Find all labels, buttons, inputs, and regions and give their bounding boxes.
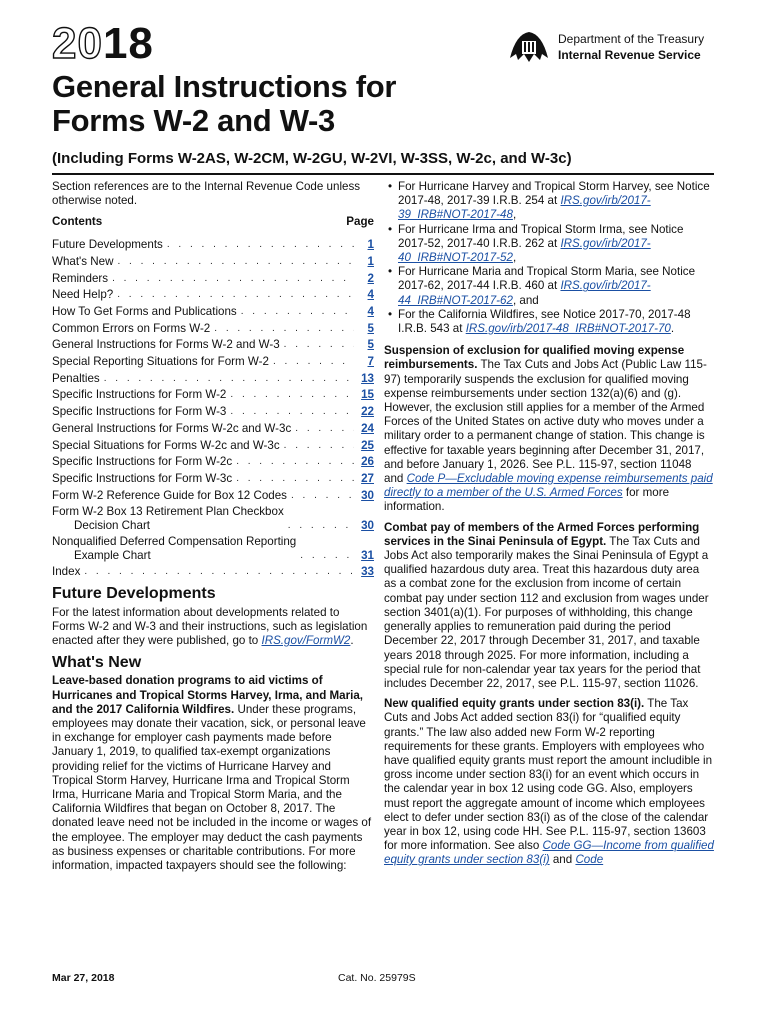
toc-row[interactable]: [52, 486, 374, 503]
toc-label: How To Get Forms and Publications: [52, 305, 237, 319]
toc-row[interactable]: [52, 402, 374, 419]
toc-page-link[interactable]: 1: [367, 238, 374, 252]
toc-leader: [84, 565, 354, 579]
toc-leader: [288, 519, 354, 533]
toc-leader: [295, 422, 354, 436]
agency-block: [506, 28, 746, 68]
toc-page-link[interactable]: 24: [361, 421, 374, 435]
toc-row[interactable]: [52, 386, 374, 403]
toc-label: General Instructions for Forms W-2c and W-3c: [52, 421, 292, 435]
toc-label: What's New: [52, 254, 114, 268]
toc-page-link[interactable]: 15: [361, 388, 374, 402]
title-line-1: General Instructions for: [52, 69, 397, 104]
toc-page-link[interactable]: 25: [361, 438, 374, 452]
combat-pay-lead: Combat pay of members of the Armed Forces performing services in the Sinai Peninsula of Egypt.: [384, 520, 700, 548]
future-end: .: [350, 633, 354, 647]
right-column: [384, 180, 714, 874]
toc-leader: [236, 455, 354, 469]
leave-donation-paragraph: [52, 674, 374, 873]
toc-label: Specific Instructions for Form W-2: [52, 388, 227, 402]
moving-expense-text: The Tax Cuts and Jobs Act (Public Law 115-97) temporarily suspends the exclusion for qualified moving expense reimbursements under section 132(a)(6) and (g). However, the exclusion still applies for a member of the Armed Forces of the United States on active duty who moves under a military order to a permanent change of station. This change is effective for taxable years beginning after December 31, 2017, and before January 1, 2026. See P.L. 115-97, section 11048 and: [384, 358, 707, 486]
toc-label: Future Developments: [52, 238, 163, 252]
toc-label: Penalties: [52, 371, 100, 385]
toc-label: General Instructions for Forms W-2 and W-3: [52, 338, 280, 352]
future-text: For the latest information about developments related to Forms W-2 and W-3 and their instructions, such as legislation enacted after they were published, go to: [52, 605, 368, 647]
toc-label: [52, 505, 284, 533]
footer-date: Mar 27, 2018: [52, 972, 115, 984]
page-title: [52, 70, 396, 138]
toc-page-link[interactable]: 4: [367, 305, 374, 319]
toc-leader: [273, 355, 354, 369]
toc-label: [52, 535, 296, 563]
equity-and: and: [552, 853, 573, 867]
toc-row[interactable]: [52, 236, 374, 253]
toc-header: [52, 215, 374, 229]
bullet-irma: [384, 223, 714, 266]
toc-page-link[interactable]: 4: [367, 288, 374, 302]
toc-page-heading: Page: [346, 215, 374, 229]
year-outline-digits: 20: [52, 19, 103, 68]
toc-row[interactable]: [52, 302, 374, 319]
toc-row[interactable]: [52, 352, 374, 369]
toc-page-link[interactable]: 13: [361, 371, 374, 385]
notice-2017-52-link[interactable]: IRS.gov/irb/2017-40_IRB#NOT-2017-52: [398, 236, 651, 265]
toc-row[interactable]: [52, 369, 374, 386]
header-divider: [52, 173, 714, 175]
toc-page-link[interactable]: 26: [361, 455, 374, 469]
toc-row[interactable]: [52, 469, 374, 486]
irs-formw2-link[interactable]: IRS.gov/FormW2: [261, 633, 351, 647]
code-link[interactable]: Code: [575, 853, 604, 867]
bullet-maria: [384, 265, 714, 308]
toc-label-line-2: Decision Chart: [74, 518, 151, 532]
toc-page-link[interactable]: 33: [361, 565, 374, 579]
toc-row[interactable]: [52, 436, 374, 453]
toc-page-link[interactable]: 31: [361, 548, 374, 562]
bullet-end: .: [670, 322, 675, 336]
toc-page-link[interactable]: 22: [361, 405, 374, 419]
combat-pay-text: The Tax Cuts and Jobs Act also temporarily makes the Sinai Peninsula of Egypt a qualified hazardous duty area. Treat this hazardous duty area as a combat zone for the exclusion from income of certain combat pay under section 112 and exclusion from wages under section 3401(a)(1). For purposes of withholding, this change generally applies to remuneration paid during the period December 22, 2017 through December 31, 2017, and taxable years 2018 through 2025. For more information, including a special rule for non-calendar year tax years for the period that includes December 22, 2017, see P.L. 115-97, section 11026.: [384, 534, 709, 690]
toc-leader: [291, 489, 354, 503]
form-year: [52, 19, 154, 68]
toc-row[interactable]: [52, 419, 374, 436]
toc-label: Form W-2 Reference Guide for Box 12 Codes: [52, 488, 287, 502]
moving-expense-lead: Suspension of exclusion for qualified moving expense reimbursements.: [384, 344, 685, 372]
toc-leader: [167, 238, 354, 252]
toc-leader: [104, 372, 354, 386]
bullet-text: For Hurricane Irma and Tropical Storm Irma, see Notice 2017-52, 2017-40 I.R.B. 262 at: [398, 222, 684, 250]
toc-label-line-1: Nonqualified Deferred Compensation Reporting: [52, 534, 297, 548]
future-developments-text: [52, 606, 374, 649]
bullet-text: For Hurricane Maria and Tropical Storm Maria, see Notice 2017-62, 2017-44 I.R.B. 460 at: [398, 265, 696, 293]
toc-label: Special Situations for Forms W-2c and W-3c: [52, 438, 280, 452]
bullet-text: For the California Wildfires, see Notice 2017-70, 2017-48 I.R.B. 543 at: [398, 307, 691, 336]
toc-label: Specific Instructions for Form W-3c: [52, 471, 233, 485]
title-line-2: Forms W-2 and W-3: [52, 103, 335, 138]
toc-leader: [300, 549, 354, 563]
toc-row[interactable]: [52, 533, 374, 563]
toc-label: Specific Instructions for Form W-3: [52, 405, 227, 419]
toc-leader: [112, 272, 354, 286]
equity-grants-lead: New qualified equity grants under section 83(i).: [384, 697, 645, 711]
toc-page-link[interactable]: 27: [361, 471, 374, 485]
toc-label-line-2: Example Chart: [74, 548, 151, 562]
bullet-end: ,: [512, 208, 517, 222]
toc-row[interactable]: [52, 252, 374, 269]
leave-donation-text: Under these programs, employees may donate their vacation, sick, or personal leave in exchange for employer cash payments made before January 1, 2019, to qualified tax-exempt organizations providing relief for the victims of Hurricane Harvey and Tropical Storm Harvey, Hurricane Irma and Tropical Storm Irma, Hurricane Maria and Tropical Storm Maria, and the California Wildfires that began on October 8, 2017. The donated leave need not be included in the income or wages of the employee. The employer may deduct the cash payments as business expenses or charitable contributions. For more information, impacted taxpayers should see the following:: [52, 702, 372, 872]
toc-row[interactable]: [52, 563, 374, 580]
bullet-text: For Hurricane Harvey and Tropical Storm Harvey, see Notice 2017-48, 2017-39 I.R.B. 254 at: [398, 180, 710, 208]
toc-page-link[interactable]: 2: [367, 271, 374, 285]
year-bold-digits: 18: [102, 19, 154, 68]
page-subtitle: (Including Forms W-2AS, W-2CM, W-2GU, W-2VI, W-3SS, W-2c, and W-3c): [52, 150, 572, 167]
toc-leader: [236, 472, 354, 486]
toc-page-link[interactable]: 30: [361, 488, 374, 502]
notice-2017-48-link[interactable]: IRS.gov/irb/2017-39_IRB#NOT-2017-48: [398, 194, 651, 222]
toc-page-link[interactable]: 5: [367, 321, 374, 335]
agency-irs: Internal Revenue Service: [558, 48, 701, 62]
toc-row[interactable]: [52, 319, 374, 336]
toc-page-link[interactable]: 7: [367, 355, 374, 369]
toc-row[interactable]: [52, 286, 374, 303]
toc-leader: [117, 255, 354, 269]
toc-heading: Contents: [52, 215, 103, 229]
code-p-link[interactable]: Code P—Excludable moving expense reimbursements paid directly to a member of the U.S. Armed Forces: [384, 472, 713, 500]
bullet-end: ,: [512, 251, 517, 265]
toc-label: Common Errors on Forms W-2: [52, 321, 211, 335]
toc-label: Reminders: [52, 271, 109, 285]
toc-label: Index: [52, 565, 81, 579]
toc-leader: [241, 305, 354, 319]
toc-page-link[interactable]: 30: [361, 518, 374, 532]
toc-label-line-1: Form W-2 Box 13 Retirement Plan Checkbox: [52, 504, 284, 518]
leave-donation-lead: Leave-based donation programs to aid victims of Hurricanes and Tropical Storms Harvey, Irma, and Maria, and the 2017 California Wildfires.: [52, 674, 363, 716]
moving-expense-end: for more information.: [384, 486, 670, 514]
toc-leader: [230, 405, 354, 419]
code-gg-link[interactable]: Code GG—Income from qualified equity grants under section 83(i): [384, 839, 714, 867]
toc-leader: [117, 288, 354, 302]
notice-2017-62-link[interactable]: IRS.gov/irb/2017-44_IRB#NOT-2017-62: [398, 279, 651, 307]
future-developments-heading: Future Developments: [52, 585, 216, 603]
bullet-harvey: [384, 180, 714, 223]
combat-pay-paragraph: [384, 521, 714, 691]
toc-page-link[interactable]: 1: [367, 254, 374, 268]
toc-label: Need Help?: [52, 288, 114, 302]
toc-row[interactable]: [52, 503, 374, 533]
bullet-wildfires: [384, 308, 714, 336]
toc-list: [52, 236, 374, 580]
toc-leader: [284, 439, 354, 453]
moving-expense-paragraph: [384, 344, 714, 514]
equity-grants-text: The Tax Cuts and Jobs Act added section 83(i) for “qualified equity grants.” The law also added new Form W-2 reporting requirements for these grants. Employers with employees who have qualified equity grants must report the amount includible in gross income under section 83(i) for an event which occurs in the calendar year in box 12 using code GG. Also, employers must report the aggregate amount of income which employees elect to defer under section 83(i) as of the close of the calendar year in box 12, using code HH. See P.L. 115-97, section 13603 for more information. See also: [384, 697, 713, 853]
irs-eagle-logo-icon: [506, 28, 552, 66]
agency-department: Department of the Treasury: [558, 32, 705, 46]
toc-label: Specific Instructions for Form W-2c: [52, 455, 233, 469]
bullet-end: , and: [512, 293, 539, 307]
whats-new-heading: What's New: [52, 654, 142, 672]
toc-label: Special Reporting Situations for Form W-2: [52, 355, 269, 369]
equity-grants-paragraph: [384, 697, 714, 867]
toc-row[interactable]: [52, 336, 374, 353]
toc-row[interactable]: [52, 269, 374, 286]
left-column: [52, 180, 374, 879]
intro-text: Section references are to the Internal Revenue Code unless otherwise noted.: [52, 180, 361, 208]
toc-leader: [284, 338, 354, 352]
notice-2017-70-link[interactable]: IRS.gov/irb/2017-48_IRB#NOT-2017-70: [465, 322, 671, 336]
toc-page-link[interactable]: 5: [367, 338, 374, 352]
toc-leader: [214, 322, 354, 336]
toc-row[interactable]: [52, 453, 374, 470]
toc-leader: [230, 388, 354, 402]
footer-catalog-number: Cat. No. 25979S: [338, 972, 416, 984]
